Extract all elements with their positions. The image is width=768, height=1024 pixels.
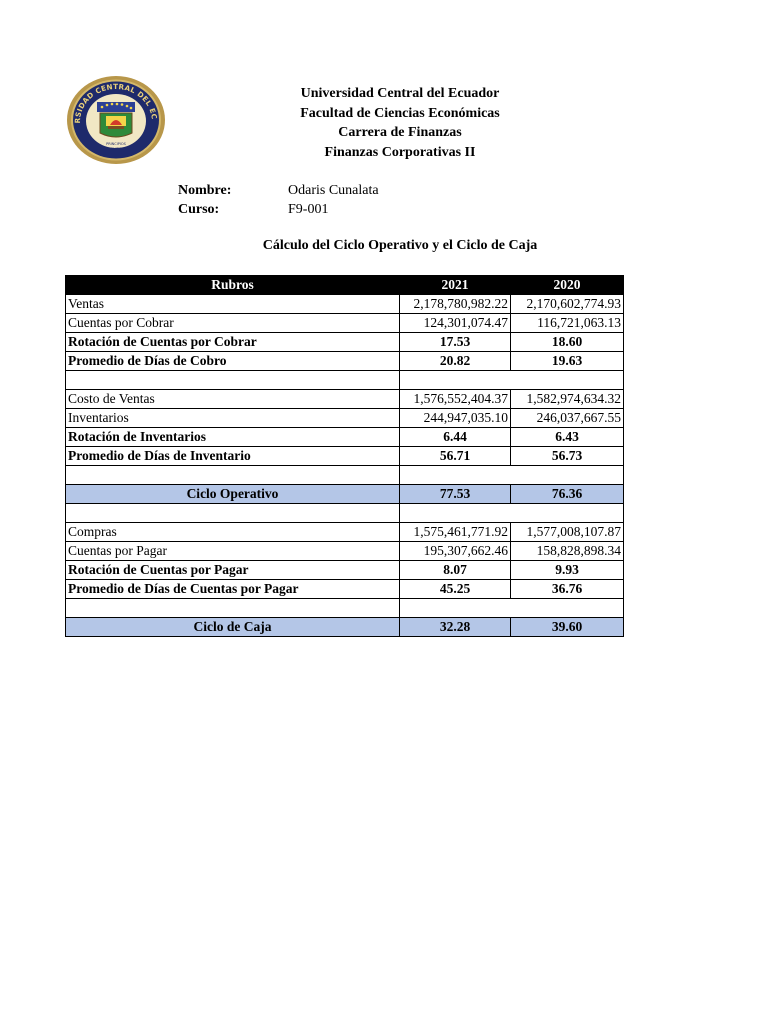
value-2021: 124,301,074.47 [400, 314, 511, 333]
value-2020: 76.36 [511, 485, 624, 504]
value-2020: 36.76 [511, 580, 624, 599]
row-label: Rotación de Inventarios [66, 428, 400, 447]
row-label: Promedio de Días de Inventario [66, 447, 400, 466]
table-row [66, 314, 624, 333]
value-2021: 56.71 [400, 447, 511, 466]
career-name: Carrera de Finanzas [338, 125, 462, 140]
course-subject: Finanzas Corporativas II [324, 144, 476, 160]
table-row [66, 428, 624, 447]
table-row [66, 542, 624, 561]
row-label: Ventas [66, 295, 400, 314]
row-label: Rotación de Cuentas por Cobrar [66, 333, 400, 352]
value-2021: 32.28 [400, 618, 511, 637]
row-label: Inventarios [66, 409, 400, 428]
row-label: Promedio de Días de Cuentas por Pagar [66, 580, 400, 599]
table-row [66, 447, 624, 466]
university-name: Universidad Central del Ecuador [300, 86, 500, 101]
value-2020: 1,577,008,107.87 [511, 523, 624, 542]
header-2021: 2021 [400, 276, 511, 295]
value-2021: 6.44 [400, 428, 511, 447]
row-label: Promedio de Días de Cobro [66, 352, 400, 371]
faculty-name: Facultad de Ciencias Económicas [300, 105, 500, 121]
value-2021: 1,576,552,404.37 [400, 390, 511, 409]
spacer-row [66, 466, 624, 485]
svg-text:QUITO: QUITO [110, 147, 122, 151]
value-2021: 17.53 [400, 333, 511, 352]
row-label: Rotación de Cuentas por Pagar [66, 561, 400, 580]
table-row [66, 523, 624, 542]
name-label: Nombre: [178, 183, 232, 198]
table-row [66, 352, 624, 371]
table-row [66, 580, 624, 599]
header-rubros: Rubros [66, 276, 400, 295]
header-2020: 2020 [511, 276, 624, 295]
value-2020: 56.73 [511, 447, 624, 466]
value-2020: 19.63 [511, 352, 624, 371]
value-2020: 6.43 [511, 428, 624, 447]
table-header-row [66, 276, 624, 295]
table-row [66, 333, 624, 352]
table-row [66, 561, 624, 580]
ciclo-de-caja-row [66, 618, 624, 637]
row-label: Cuentas por Pagar [66, 542, 400, 561]
spacer-row [66, 599, 624, 618]
table-title: Cálculo del Ciclo Operativo y el Ciclo de Caja [262, 238, 538, 253]
name-value: Odaris Cunalata [288, 183, 379, 198]
value-2021: 20.82 [400, 352, 511, 371]
document-header [200, 84, 600, 162]
value-2020: 1,582,974,634.32 [511, 390, 624, 409]
table-row [66, 390, 624, 409]
row-label: Compras [66, 523, 400, 542]
spacer-row [66, 371, 624, 390]
university-seal-logo [66, 75, 166, 165]
row-label: Costo de Ventas [66, 390, 400, 409]
table-row [66, 409, 624, 428]
row-label: Cuentas por Cobrar [66, 314, 400, 333]
spacer-row [66, 504, 624, 523]
value-2021: 1,575,461,771.92 [400, 523, 511, 542]
row-label: Ciclo de Caja [66, 618, 400, 637]
svg-text:PRINCIPIOS: PRINCIPIOS [106, 142, 126, 146]
course-value: F9-001 [288, 202, 329, 217]
course-label: Curso: [178, 202, 220, 217]
financial-table [65, 275, 624, 637]
value-2021: 77.53 [400, 485, 511, 504]
value-2020: 2,170,602,774.93 [511, 295, 624, 314]
value-2020: 158,828,898.34 [511, 542, 624, 561]
row-label: Ciclo Operativo [66, 485, 400, 504]
table-row [66, 295, 624, 314]
value-2020: 18.60 [511, 333, 624, 352]
ciclo-operativo-row [66, 485, 624, 504]
value-2020: 9.93 [511, 561, 624, 580]
value-2021: 195,307,662.46 [400, 542, 511, 561]
value-2020: 246,037,667.55 [511, 409, 624, 428]
value-2020: 39.60 [511, 618, 624, 637]
value-2021: 2,178,780,982.22 [400, 295, 511, 314]
value-2020: 116,721,063.13 [511, 314, 624, 333]
value-2021: 8.07 [400, 561, 511, 580]
svg-text:UNIVERSIDAD CENTRAL DEL ECUADO: RSIDAD CENTRAL DEL EC [72, 81, 159, 124]
value-2021: 45.25 [400, 580, 511, 599]
value-2021: 244,947,035.10 [400, 409, 511, 428]
